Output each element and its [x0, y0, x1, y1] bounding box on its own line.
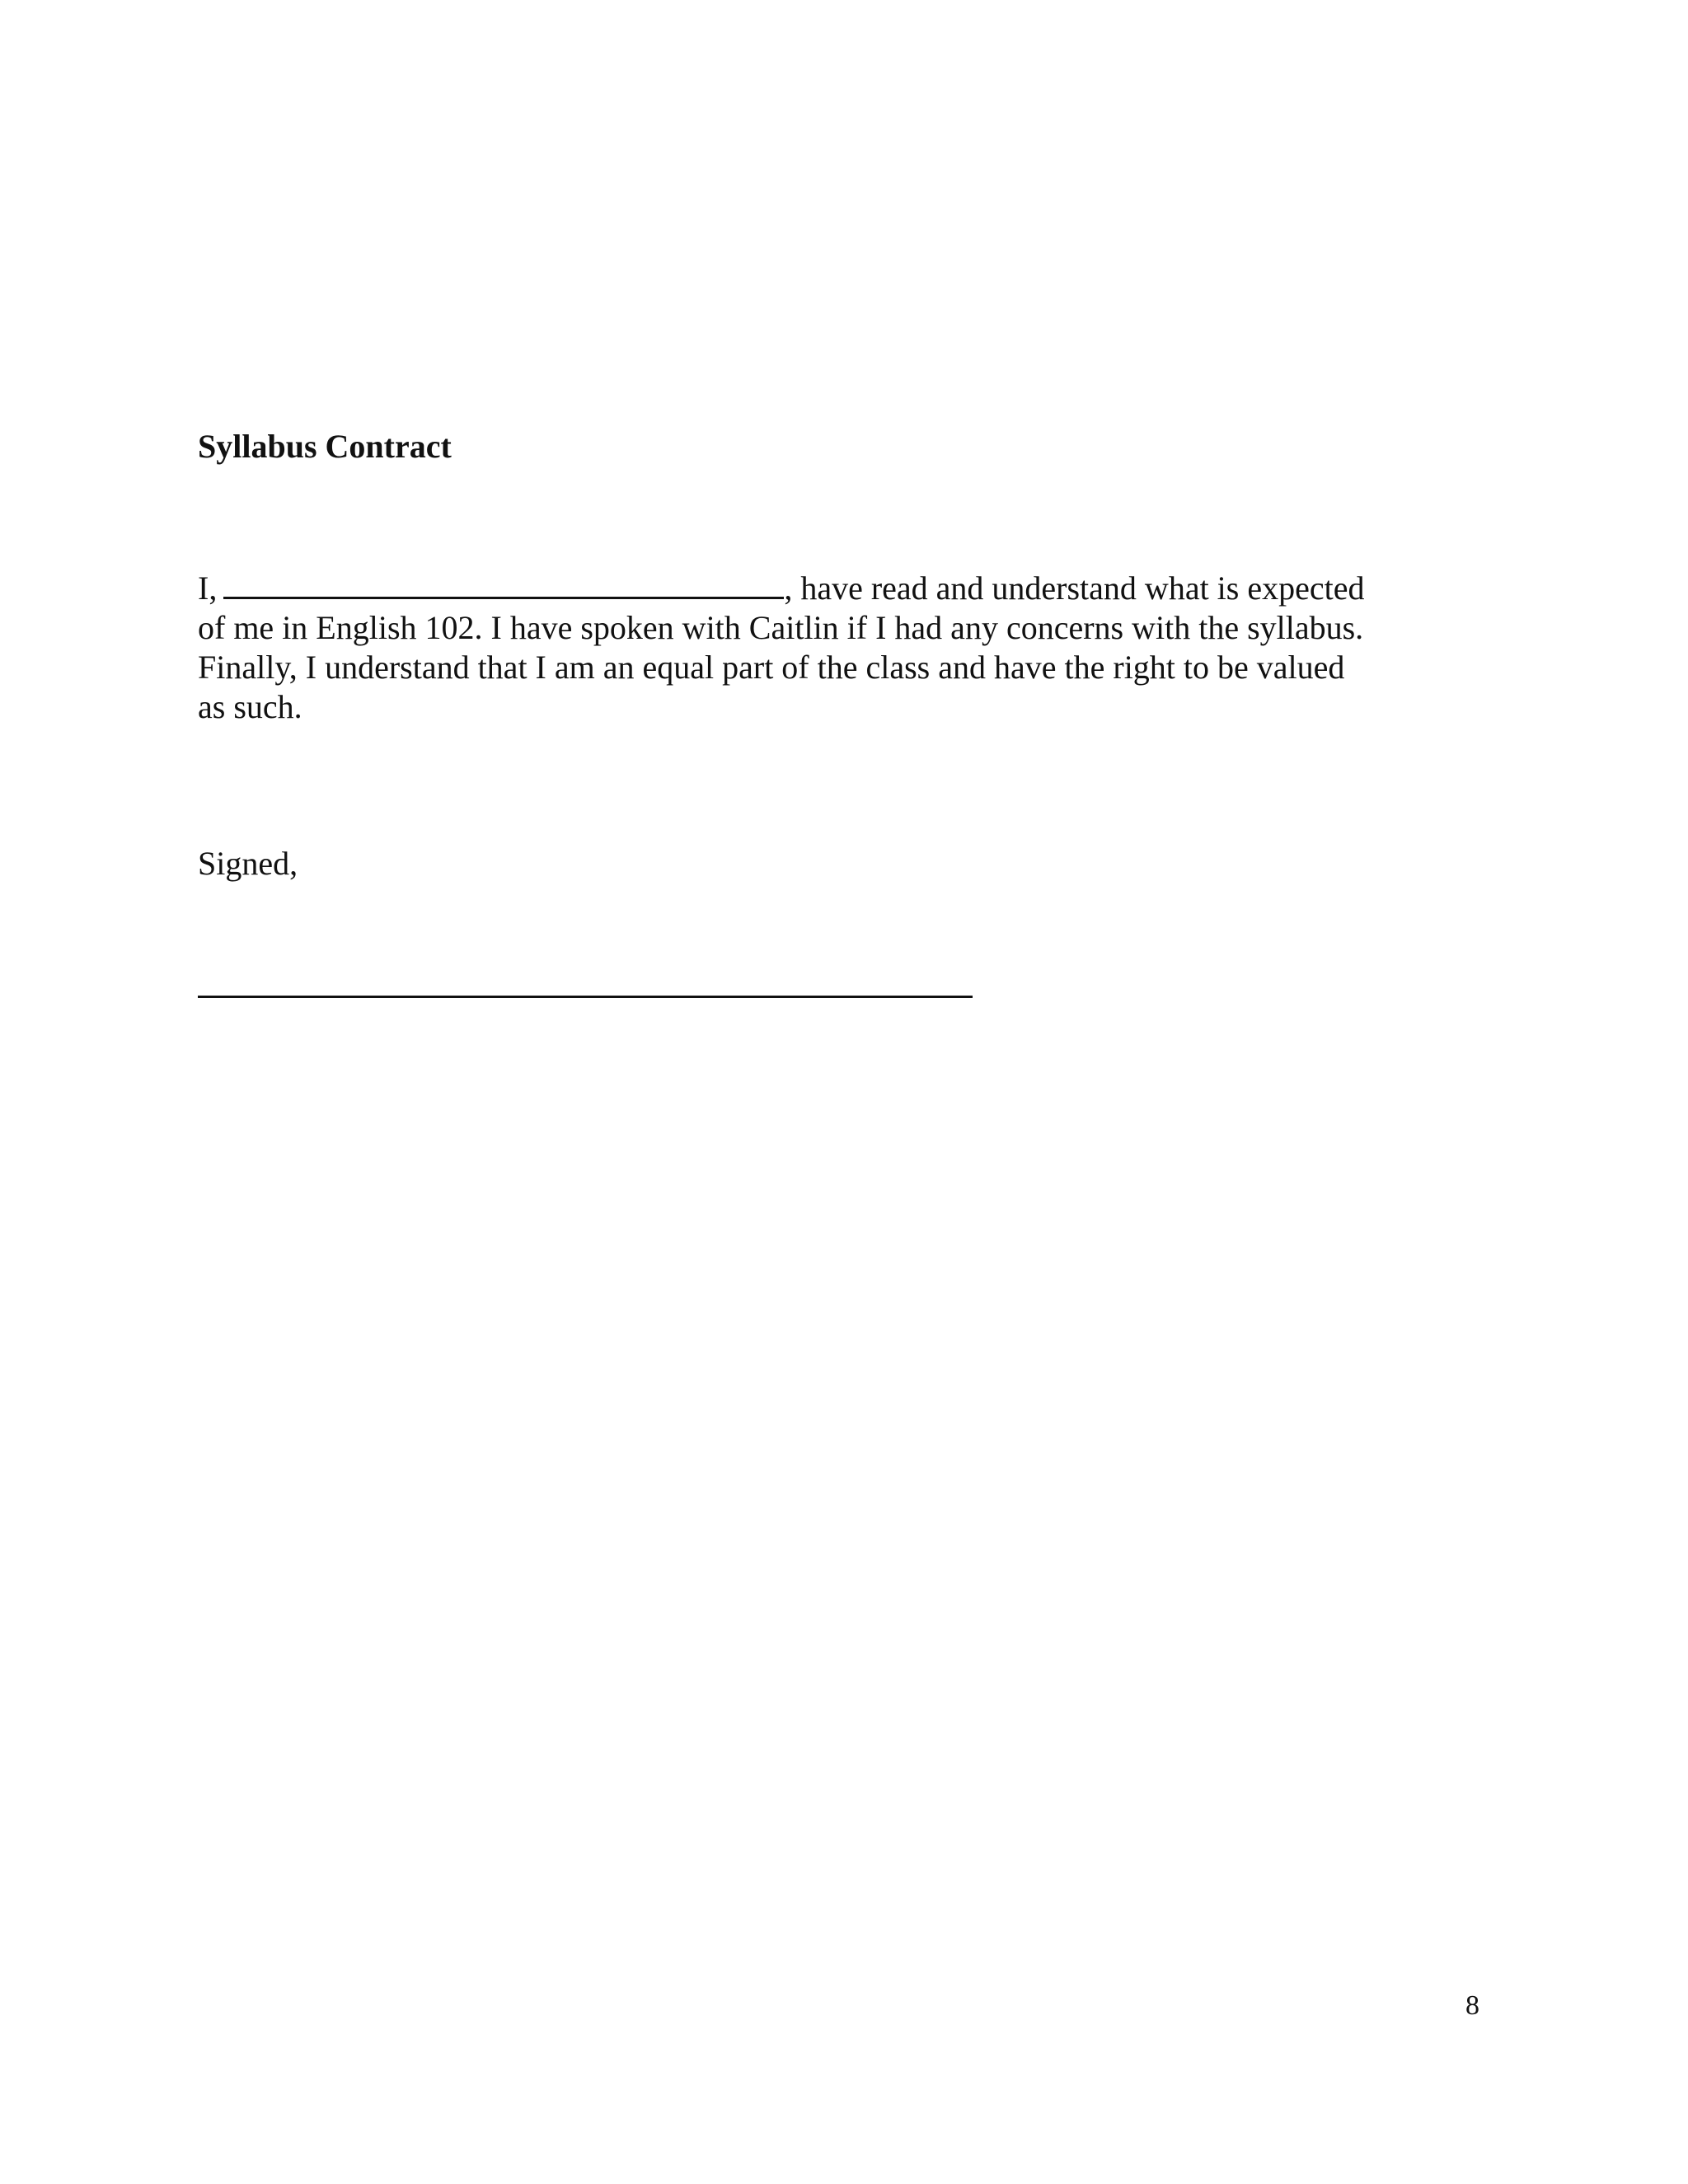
- contract-paragraph: [198, 567, 1418, 727]
- page-title: Syllabus Contract: [198, 428, 452, 465]
- paragraph-line-1: [198, 567, 1418, 608]
- signature-line[interactable]: [198, 996, 973, 998]
- page-number: 8: [1465, 1990, 1479, 2021]
- paragraph-line-1-text: , have read and understand what is expected: [784, 569, 1365, 607]
- signed-label: Signed,: [198, 845, 298, 882]
- paragraph-line-2: of me in English 102. I have spoken with Caitlin if I had any concerns with the syllabus.: [198, 609, 1364, 646]
- paragraph-prefix: I,: [198, 569, 218, 607]
- name-blank-line[interactable]: [223, 567, 784, 599]
- paragraph-line-4: as such.: [198, 688, 302, 725]
- paragraph-line-3: Finally, I understand that I am an equal part of the class and have the right to be valued: [198, 649, 1345, 686]
